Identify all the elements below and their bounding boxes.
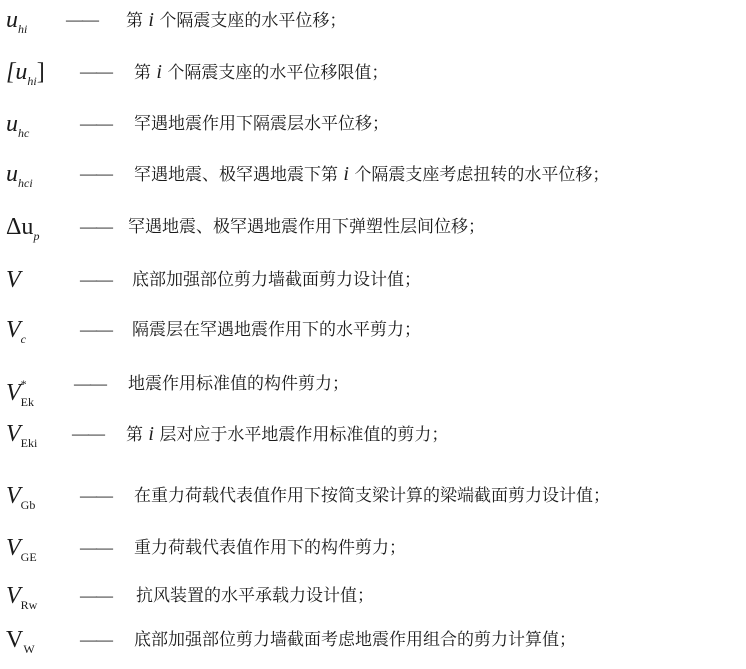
symbol: $V_{Gb}$ — [6, 483, 36, 512]
definition-row — [0, 154, 746, 194]
definition-text: 抗风装置的水平承载力设计值； — [136, 586, 374, 606]
definition-text: 第 i 层对应于水平地震作用标准值的剪力； — [126, 423, 449, 445]
definition-text: 第 i 个隔震支座的水平位移限值； — [134, 61, 389, 83]
definition-row — [0, 620, 746, 660]
symbol: $[u_{hi}]$ — [6, 59, 45, 88]
definition-text: 罕遇地震、极罕遇地震作用下弹塑性层间位移； — [128, 217, 485, 237]
dash: —— — [80, 320, 112, 339]
symbol: $u_{hc}$ — [6, 111, 30, 140]
dash: —— — [74, 374, 106, 393]
definition-text: 重力荷载代表值作用下的构件剪力； — [134, 538, 406, 558]
symbol: $u_{hi}$ — [6, 7, 28, 36]
symbol: $u_{hci}$ — [6, 161, 33, 190]
dash: —— — [72, 424, 104, 443]
definition-text: 隔震层在罕遇地震作用下的水平剪力； — [132, 320, 421, 340]
definition-text: 罕遇地震作用下隔震层水平位移； — [134, 114, 389, 134]
symbol: $V_c$ — [6, 317, 26, 346]
dash: —— — [80, 486, 112, 505]
symbol: $\Delta u_p$ — [6, 214, 40, 243]
definition-text: 底部加强部位剪力墙截面考虑地震作用组合的剪力计算值； — [134, 630, 576, 650]
definition-text: 底部加强部位剪力墙截面剪力设计值； — [132, 270, 421, 290]
dash: —— — [80, 62, 112, 81]
dash: —— — [80, 630, 112, 649]
symbol: $V_{GE}$ — [6, 535, 37, 564]
symbol: $V_W$ — [6, 627, 35, 656]
dash: —— — [80, 114, 112, 133]
definition-text: 在重力荷载代表值作用下按简支梁计算的梁端截面剪力设计值； — [134, 486, 610, 506]
symbol: $V_{Rw}$ — [6, 583, 38, 612]
symbol: $V_{Eki}$ — [6, 421, 38, 450]
dash: —— — [80, 164, 112, 183]
definition-row — [0, 476, 746, 516]
dash: —— — [66, 10, 98, 29]
definition-row — [0, 414, 746, 454]
dash: —— — [80, 538, 112, 557]
definition-row — [0, 207, 746, 247]
definition-row — [0, 528, 746, 568]
dash: —— — [80, 217, 112, 236]
definition-row — [0, 0, 746, 40]
definition-row — [0, 310, 746, 350]
definition-text: 罕遇地震、极罕遇地震下第 i 个隔震支座考虑扭转的水平位移； — [134, 163, 610, 185]
definition-row — [0, 576, 746, 616]
definition-text: 第 i 个隔震支座的水平位移； — [126, 9, 347, 31]
definition-row — [0, 52, 746, 92]
dash: —— — [80, 586, 112, 605]
symbol: $V^*_{Ek}$ — [6, 377, 35, 409]
definition-text: 地震作用标准值的构件剪力； — [128, 374, 349, 394]
definition-row — [0, 364, 746, 409]
definition-row — [0, 260, 746, 300]
symbol: V — [6, 267, 21, 293]
definition-row — [0, 104, 746, 144]
dash: —— — [80, 270, 112, 289]
